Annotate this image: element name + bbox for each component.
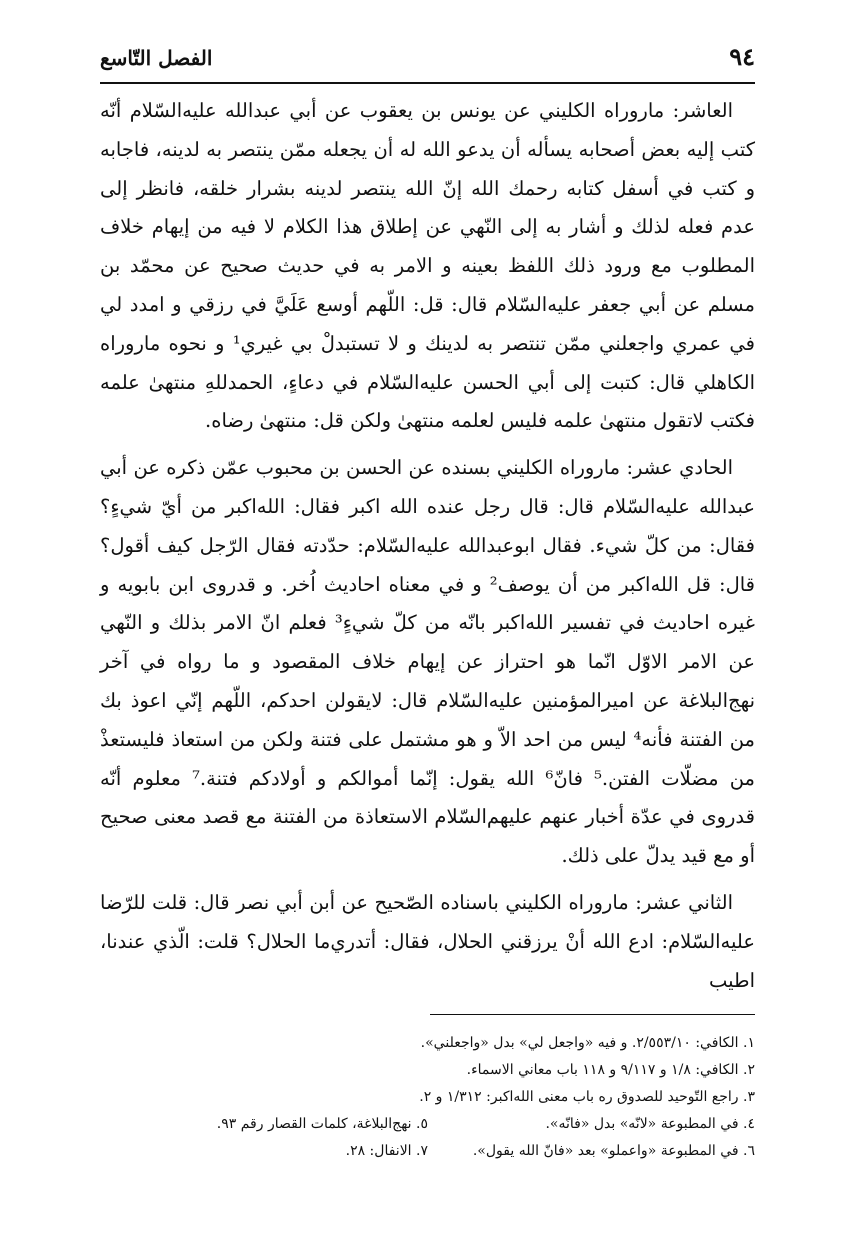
paragraph-twelfth: الثاني عشر: ماروراه الكليني باسناده الصّحيح عن أبن أبي نصر قال: قلت للرّضا عليه‌السّلام: ادع الله أنْ يرزقني الحلال، فقال: أتدري‌ما الحلال؟ قلت: الّذي عندنا، اطيب bbox=[100, 890, 755, 992]
page-header bbox=[100, 40, 755, 84]
footnote-row bbox=[100, 1111, 755, 1138]
footnotes bbox=[100, 1030, 755, 1165]
footnote-6: ٦. في المطبوعة «واعملو» بعد «فانّ الله يقول». bbox=[472, 1143, 755, 1159]
footnote-2: ٢. الكافي: ١/٨ و ٩/١١٧ و ١١٨ باب معاني الاسماء. bbox=[466, 1062, 755, 1078]
footnote-row bbox=[100, 1138, 755, 1165]
footnote-3: ٣. راجع التّوحيد للصدوق ره باب معنى الله‌اكبر: ١/٣١٢ و ٢. bbox=[419, 1089, 755, 1105]
footnote-5: ٥. نهج‌البلاغة، كلمات القصار رقم ٩٣. bbox=[216, 1116, 428, 1132]
footnote-divider bbox=[430, 1014, 755, 1015]
paragraph-tenth: العاشر: ماروراه الكليني عن يونس بن يعقوب عن أبي عبدالله عليه‌السّلام أنّه كتب إليه بعض أصحابه يسأله أن يدعو الله له أن يجعله ممّن ينتصر به لدينه، فاجابه و كتب في أسفل كتابه رحمك الله إنّ الله ينتصر لدينه بشرار خلقه، فانظر إلى عدم فعله لذلك و أشار به إلى النّهي عن إطلاق هذا الكلام لا فيه من إيهام خلاف المطلوب مع ورود ذلك اللفظ بعينه و الامر به في حديث صحيح عن محمّد بن مسلم عن أبي جعفر عليه‌السّلام قال: قل: اللّهم أوسع عَلَيَّ في رزقي و امدد لي في عمري واجعلني ممّن تنتصر به لدينك و لا تستبدلْ بي غيري¹ و نحوه ماروراه الكاهلي قال: كتبت إلى أبي الحسن عليه‌السّلام في دعاءٍ، الحمدللهِ منتهىٰ علمه فكتب لاتقول منتهىٰ علمه فليس لعلمه منتهىٰ ولكن قل: منتهىٰ رضاه. bbox=[100, 99, 755, 433]
page-number: ٩٤ bbox=[729, 42, 755, 71]
chapter-title: الفصل التّاسع bbox=[100, 46, 213, 70]
main-text bbox=[100, 92, 755, 1008]
footnote-1: ١. الكافي: ٢/٥٥٣/١٠. و فيه «واجعل لي» بدل «واجعلني». bbox=[420, 1035, 755, 1051]
paragraph-eleventh: الحادي عشر: ماروراه الكليني بسنده عن الحسن بن محبوب عمّن ذكره عن أبي عبدالله عليه‌السّلام قال: قال رجل عنده الله اكبر فقال: الله‌اكبر من أيّ شيءٍ؟ فقال: من كلّ شيء. فقال ابوعبدالله عليه‌السّلام: حدّدته فقال الرّجل كيف أقول؟ قال: قل الله‌اكبر من أن يوصف² و في معناه احاديث اُخر. و قدروى ابن بابويه و غيره احاديث في تفسير الله‌اكبر بانّه من كلّ شيءٍ³ فعلم انّ الامر بذلك و النّهي عن الامر الاوّل انّما هو احتراز عن إيهام خلاف المقصود و ما رواه في آخر نهج‌البلاغة عن اميرالمؤمنين عليه‌السّلام قال: لايقولن احدكم، اللّهم إنّي اعوذ بك من الفتنة فأنه⁴ ليس من احد الاّ و هو مشتمل على فتنة ولكن من استعاذ فليستعذْ من مضلّات الفتن.⁵ فانّ⁶ الله يقول: إنّما أموالكم و أولادكم فتنة.⁷ معلوم أنّه قدروى في عدّة أخبار عنهم عليهم‌السّلام الاستعاذة من الفتنة مع قصد معنى صحيح أو مع قيد يدلّ على ذلك. bbox=[100, 456, 756, 868]
footnote-4: ٤. في المطبوعة «لانّه» بدل «فانّه». bbox=[545, 1116, 755, 1132]
footnote-7: ٧. الانفال: ٢٨. bbox=[345, 1143, 428, 1159]
